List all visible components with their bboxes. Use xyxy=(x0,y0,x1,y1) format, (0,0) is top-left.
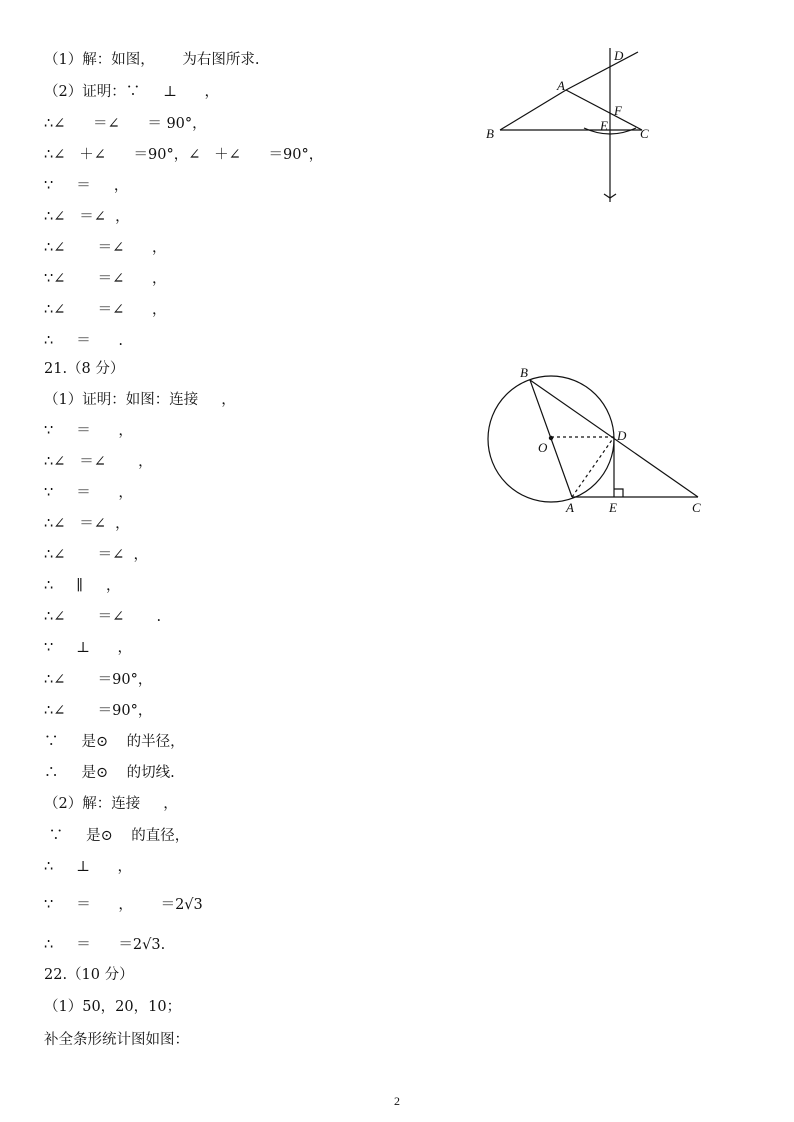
label-e: E xyxy=(609,500,617,515)
right-angle-mark xyxy=(614,489,623,497)
text-line: （1）50，20，10； xyxy=(44,999,182,1015)
text-line: ∵∠ ＝∠ ， xyxy=(44,271,167,287)
page-number: 2 xyxy=(394,1094,400,1108)
label-d: D xyxy=(614,48,624,63)
text-line: （2）证明：∵ ⊥ ， xyxy=(44,84,220,100)
text-line: ∴∠ ＝∠ ， xyxy=(44,516,130,532)
label-o: O xyxy=(538,440,548,455)
text-line: ∴∠ ＝∠ . xyxy=(44,609,162,625)
text-line: （1）证明：如图：连接 ， xyxy=(44,392,236,408)
text-line: ∵ 是⊙ 的半径， xyxy=(44,734,185,750)
label-a: A xyxy=(557,78,565,93)
label-c: C xyxy=(640,126,649,141)
center-point xyxy=(549,436,553,440)
text-line: ∵ ⊥ ， xyxy=(44,640,133,656)
question-heading: 22.（10 分） xyxy=(44,967,134,983)
segment-ba xyxy=(500,90,566,130)
text-line: ∵ ＝ ， xyxy=(44,485,133,501)
text-line: ∴∠ ＝∠ ， xyxy=(44,454,153,470)
text-line: （2）解：连接 ， xyxy=(44,796,178,812)
text-line: ∵ ＝ ， xyxy=(44,178,129,194)
text-line: ∴∠ ＝∠ ， xyxy=(44,209,130,225)
text-line: 补全条形统计图如图： xyxy=(44,1032,189,1048)
text-line: ∴∠ ＝∠ ＝ 90°， xyxy=(44,116,207,132)
label-e: E xyxy=(600,118,608,133)
label-a: A xyxy=(566,500,574,515)
text-line: ∴∠ ＝∠ ， xyxy=(44,240,167,256)
text-line: ∴∠ ＝90°， xyxy=(44,672,153,688)
label-f: F xyxy=(614,103,622,118)
text-line: ∵ ＝ ， ＝2√3 xyxy=(44,897,203,913)
text-line: ∴ ⊥ ， xyxy=(44,859,133,875)
label-c: C xyxy=(692,500,701,515)
text-line: ∴ ∥ ， xyxy=(44,578,121,594)
question-heading: 21.（8 分） xyxy=(44,361,125,377)
text-line: （1）解：如图， 为右图所求. xyxy=(44,52,260,68)
label-d: D xyxy=(617,428,627,443)
text-line: ∴∠ ＝∠ ， xyxy=(44,547,149,563)
ray-a-d xyxy=(566,52,638,90)
text-line: ∴∠ ＝∠ ， xyxy=(44,302,167,318)
label-b: B xyxy=(520,365,528,380)
geometry-figure-circle xyxy=(480,360,720,520)
text-line: ∴∠ ＋∠ ＝90°，∠ ＋∠ ＝90°， xyxy=(44,147,324,163)
text-line: ∴ ＝ . xyxy=(44,333,124,349)
text-line: ∵ ＝ ， xyxy=(44,423,133,439)
text-line: ∵ 是⊙ 的直径， xyxy=(44,828,190,844)
label-b: B xyxy=(486,126,494,141)
text-line: ∴∠ ＝90°， xyxy=(44,703,153,719)
text-line: ∴ 是⊙ 的切线. xyxy=(44,765,175,781)
text-line: ∴ ＝ ＝2√3. xyxy=(44,937,166,953)
geometry-figure-construction xyxy=(480,40,660,210)
